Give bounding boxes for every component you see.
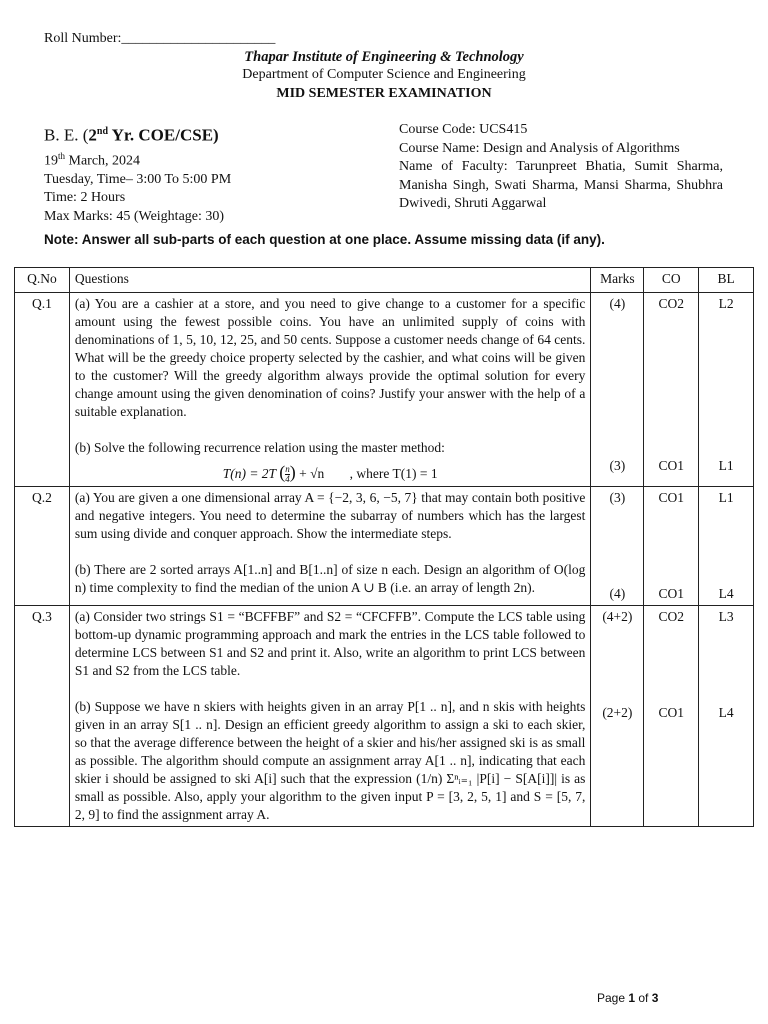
co-cell: CO1 CO1 [644, 487, 699, 606]
page-number: Page 1 of 3 [597, 991, 659, 1005]
exam-duration: Time: 2 Hours [44, 190, 126, 206]
exam-info-left [44, 121, 231, 226]
question-text [69, 606, 591, 827]
degree-line: B. E. (2nd Yr. COE/CSE) [44, 125, 219, 145]
bl-cell: L2 L1 [699, 293, 754, 487]
exam-day-time: Tuesday, Time– 3:00 To 5:00 PM [44, 171, 232, 187]
header-co: CO [644, 268, 699, 293]
faculty-names: Name of Faculty: Tarunpreet Bhatia, Sumit Sharma, Manisha Singh, Swati Sharma, Mansi Sharma, Shubhra Dwivedi, Shruti Aggarwal [399, 159, 723, 211]
institute-name: Thapar Institute of Engineering & Technology [244, 49, 524, 65]
marks-cell: (4+2) (2+2) [591, 606, 644, 827]
q2-part-a: (a) You are given a one dimensional array A = {−2, 3, 6, −5, 7} that may contain both positive and negative integers. You need to determine the subarray of numbers which has the largest sum using divide and conquer approach. Show the intermediate steps. [74, 490, 586, 542]
questions-table [14, 267, 754, 827]
exam-max-marks: Max Marks: 45 (Weightage: 30) [44, 208, 225, 224]
marks-cell: (3) (4) [591, 487, 644, 606]
question-number: Q.1 [15, 293, 70, 487]
department-name: Department of Computer Science and Engineering [242, 67, 526, 82]
bl-cell: L1 L4 [699, 487, 754, 606]
exam-date: 19th March, 2024 [44, 150, 141, 169]
course-name: Course Name: Design and Analysis of Algorithms [399, 140, 680, 156]
table-row-q1 [15, 293, 754, 487]
question-text [69, 487, 591, 606]
question-text [69, 293, 591, 487]
question-number: Q.2 [15, 487, 70, 606]
q1-part-b: (b) Solve the following recurrence relation using the master method: [74, 440, 445, 455]
q3-part-b: (b) Suppose we have n skiers with heights given in an array P[1 .. n], and n skis with heights given in an array S[1 .. n]. Design an efficient greedy algorithm to assign a ski to each skier, so that the average difference between the height of a skier and his/her assigned ski is as small as possible. The algorithm should compute an assignment array A[1 .. n], indicating that each skier i should be assigned to ski A[i] such that the expression (1/n) Σⁿᵢ₌₁ |P[i] − S[A[i]]| is as small as possible. Also, apply your algorithm to the given input P = [3, 2, 5, 1] and S = [5, 7, 2, 9] to find the assignment array A. [74, 699, 586, 823]
exam-title: MID SEMESTER EXAMINATION [276, 86, 492, 101]
bl-cell: L3 L4 [699, 606, 754, 827]
q1-part-a: (a) You are a cashier at a store, and you need to give change to a customer for a specific amount using the fewest possible coins. You have an unlimited supply of coins with denominations of 1, 5, 10, 12, 25, and 50 cents. Suppose a customer needs change of 64 cents. What will be the greedy choice property selected by the cashier, and what coins will be given to the customer? Will the greedy algorithm always provide the optimal solution for every change amount using the given denomination of coins? Justify your answer with the help of a suitable explanation. [74, 296, 586, 419]
header-marks: Marks [591, 268, 644, 293]
roll-number-label: Roll Number:______________________ [44, 31, 276, 46]
header-qno: Q.No [15, 268, 70, 293]
table-row-q3 [15, 606, 754, 827]
table-row-q2 [15, 487, 754, 606]
header-bl: BL [699, 268, 754, 293]
q2-part-b: (b) There are 2 sorted arrays A[1..n] and B[1..n] of size n each. Design an algorithm of O(log n) time complexity to find the median of the union A ∪ B (i.e. an array of length 2n). [74, 562, 586, 596]
table-header-row [15, 268, 754, 293]
course-code: Course Code: UCS415 [399, 122, 528, 137]
header-questions: Questions [69, 268, 591, 293]
exam-note: Note: Answer all sub-parts of each question at one place. Assume missing data (if any). [44, 232, 605, 247]
marks-cell: (4) (3) [591, 293, 644, 487]
q3-part-a: (a) Consider two strings S1 = “BCFFBF” and S2 = “CFCFFB”. Compute the LCS table using bottom-up dynamic programming approach and mark the entries in the LCS table followed to determine LCS between S1 and S2 and print it. Also, write an algorithm to print LCS between S1 and S2 from the LCS table. [74, 609, 586, 679]
co-cell: CO2 CO1 [644, 606, 699, 827]
co-cell: CO2 CO1 [644, 293, 699, 487]
recurrence-formula: T(n) = 2T ( $\frac{n}{4}$ ) + √n , where T(1) = 1 [222, 462, 438, 485]
question-number: Q.3 [15, 606, 70, 827]
exam-info-right [399, 121, 723, 214]
